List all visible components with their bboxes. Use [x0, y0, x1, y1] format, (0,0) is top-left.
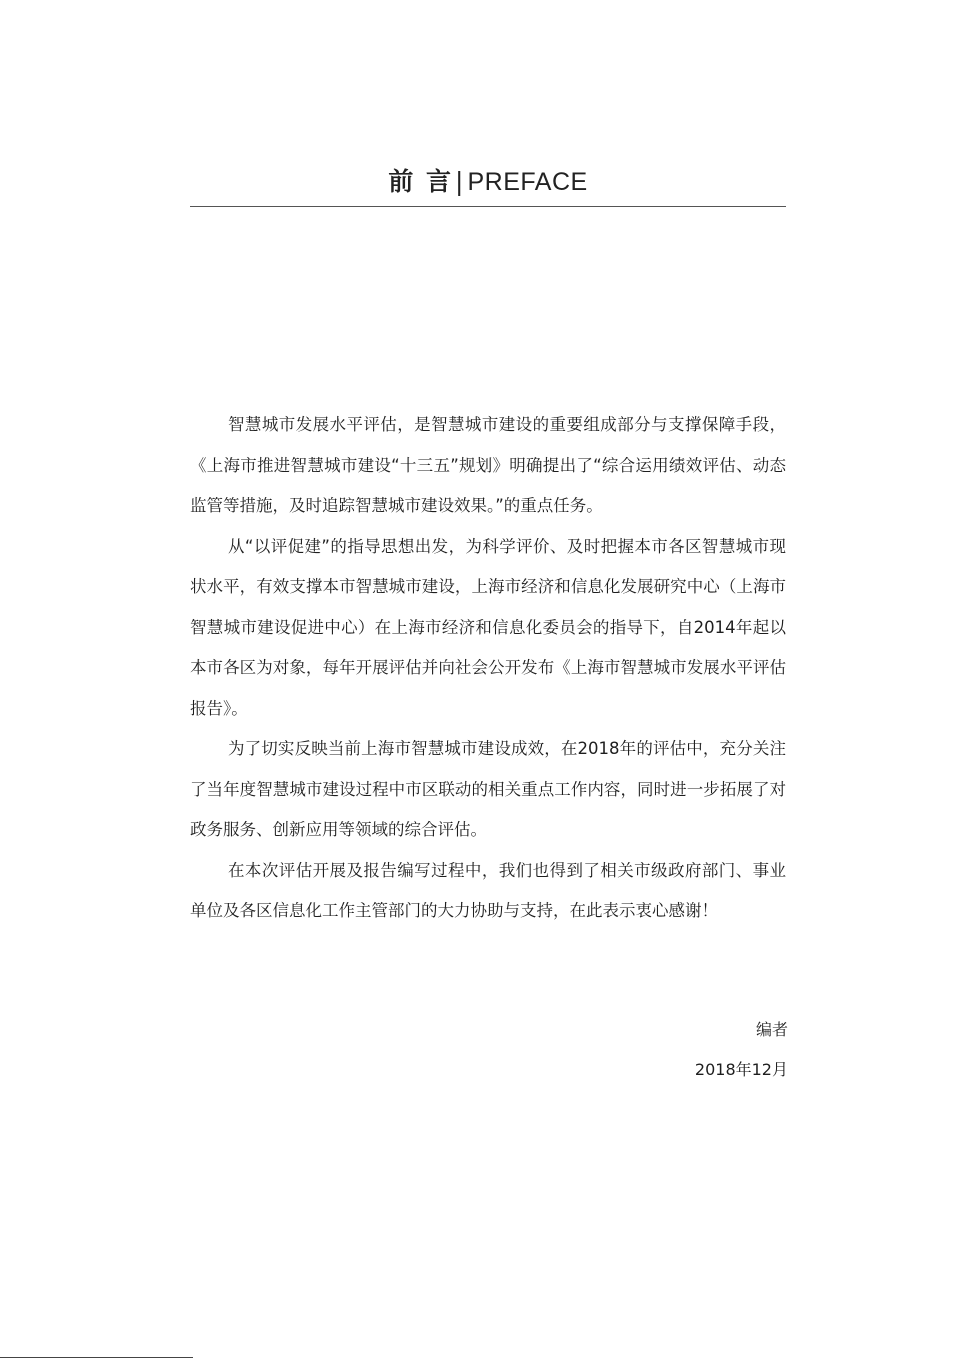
page-title — [190, 164, 786, 200]
paragraph: 智慧城市发展水平评估，是智慧城市建设的重要组成部分与支撑保障手段，《上海市推进智慧城市建设“十三五”规划》明确提出了“综合运用绩效评估、动态监管等措施，及时追踪智慧城市建设效果。”的重点任务。 — [190, 415, 786, 515]
paragraph: 从“以评促建”的指导思想出发，为科学评价、及时把握本市各区智慧城市现状水平，有效支撑本市智慧城市建设，上海市经济和信息化发展研究中心（上海市智慧城市建设促进中心）在上海市经济和信息化委员会的指导下，自2014年起以本市各区为对象，每年开展评估并向社会公开发布《上海市智慧城市发展水平评估报告》。 — [190, 536, 786, 718]
preface-body — [190, 405, 786, 932]
title-divider — [190, 206, 786, 207]
signature-author: 编者 — [755, 1020, 788, 1039]
paragraph: 在本次评估开展及报告编写过程中，我们也得到了相关市级政府部门、事业单位及各区信息化工作主管部门的大力协助与支持，在此表示衷心感谢！ — [190, 860, 786, 920]
title-english: PREFACE — [467, 168, 588, 196]
title-chinese: 前 言 — [388, 167, 454, 196]
paragraph: 为了切实反映当前上海市智慧城市建设成效，在2018年的评估中，充分关注了当年度智慧城市建设过程中市区联动的相关重点工作内容，同时进一步拓展了对政务服务、创新应用等领域的综合评估。 — [190, 739, 786, 839]
title-separator: | — [455, 167, 464, 196]
signature-date: 2018年12月 — [694, 1060, 788, 1079]
footer-divider — [0, 1357, 193, 1358]
